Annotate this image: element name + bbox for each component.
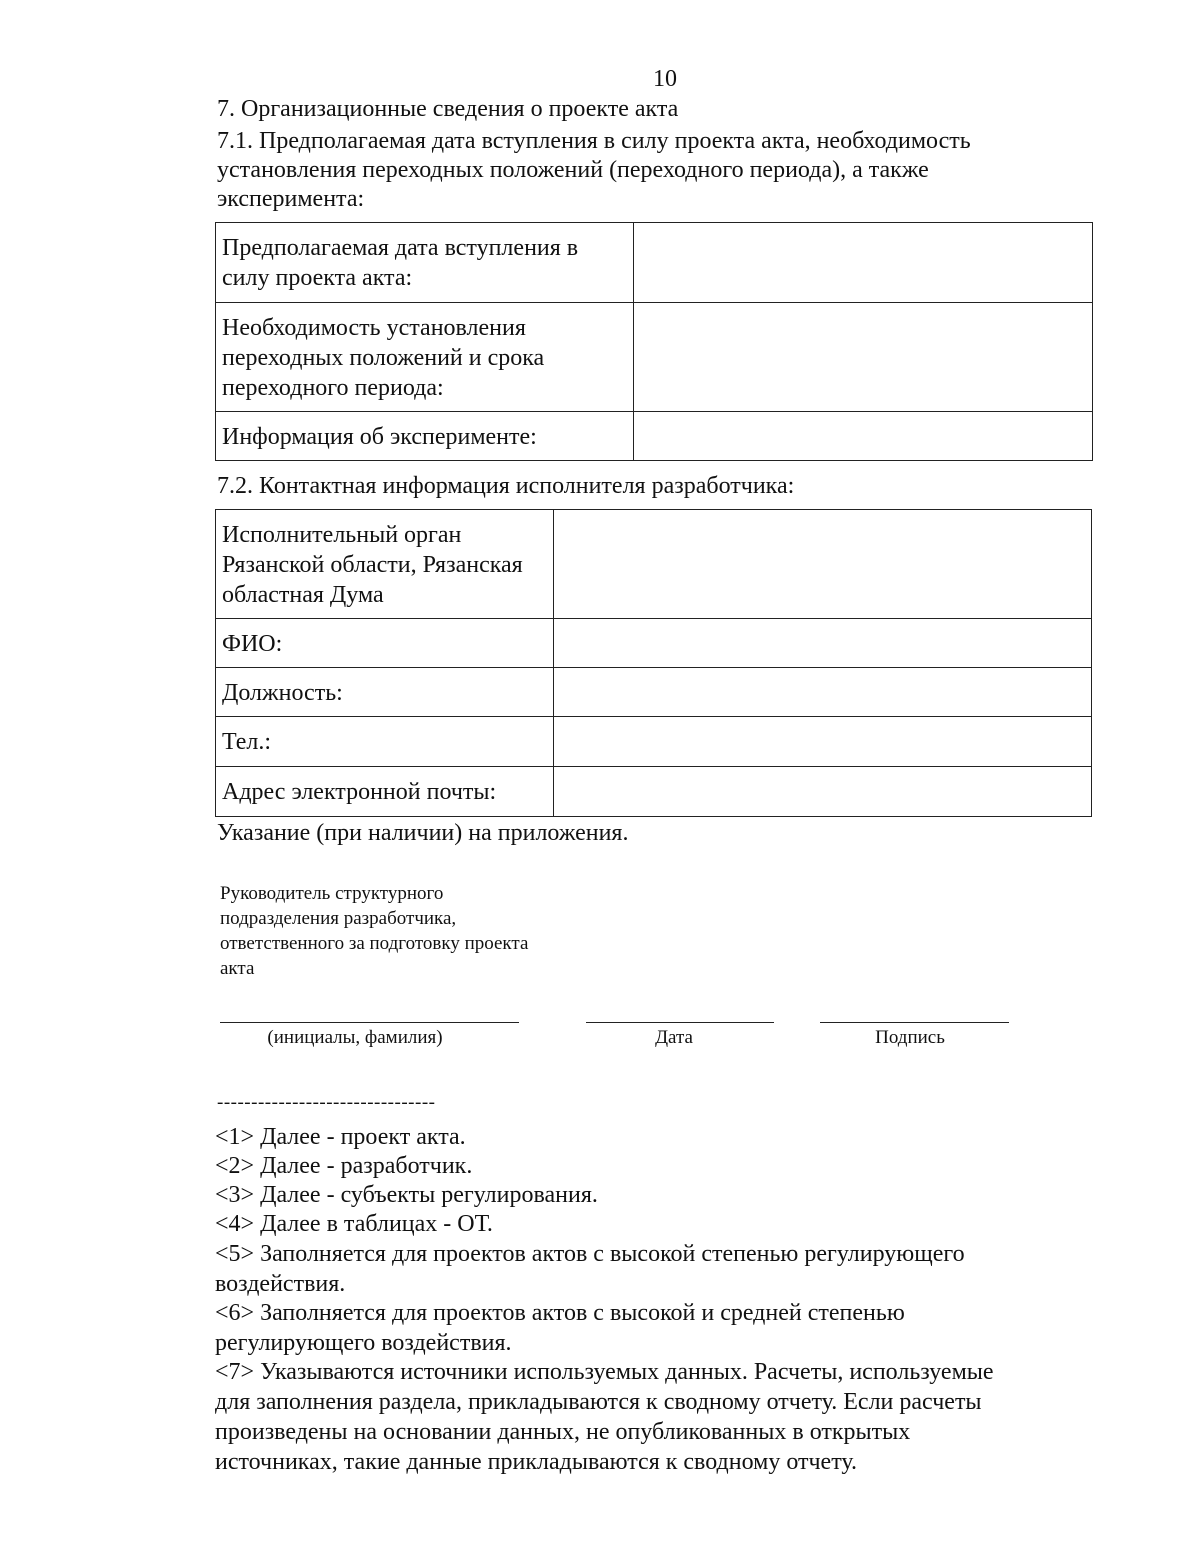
section-7-1-line: эксперимента: — [217, 186, 365, 212]
footnote-line: произведены на основании данных, не опубликованных в открытых — [215, 1419, 911, 1445]
row-value-cell[interactable] — [554, 510, 1092, 619]
date-signature-line — [586, 1022, 774, 1023]
name-signature-line — [220, 1022, 519, 1023]
row-label — [216, 767, 554, 817]
row-label — [216, 303, 634, 412]
footnote-line: воздействия. — [215, 1271, 346, 1297]
row-label-line: силу проекта акта: — [222, 265, 413, 291]
row-value-cell[interactable] — [554, 619, 1092, 668]
section-7-1-line: 7.1. Предполагаемая дата вступления в силу проекта акта, необходимость — [217, 128, 971, 154]
signature-title-line: акта — [220, 958, 255, 979]
footnote-item — [215, 1180, 1090, 1210]
page-number: 10 — [653, 66, 677, 92]
signature-title — [220, 881, 528, 981]
footnote-item — [215, 1122, 1090, 1152]
signature-title-line: ответственного за подготовку проекта — [220, 933, 529, 954]
row-label-line: Исполнительный орган — [222, 522, 462, 548]
row-value-cell[interactable] — [634, 223, 1093, 303]
row-label-line: Тел.: — [222, 729, 272, 755]
row-label-line: Должность: — [222, 680, 343, 706]
table-row — [216, 668, 1092, 717]
row-value-cell[interactable] — [634, 412, 1093, 461]
footnote-line: регулирующего воздействия. — [215, 1330, 512, 1356]
row-value-cell[interactable] — [554, 767, 1092, 817]
row-label-line: Рязанской области, Рязанская — [222, 552, 523, 578]
section-7-2-heading: 7.2. Контактная информация исполнителя разработчика: — [217, 473, 795, 499]
row-label — [216, 510, 554, 619]
row-value-cell[interactable] — [634, 303, 1093, 412]
signature-title-line: Руководитель структурного — [220, 883, 444, 904]
row-label-line: переходного периода: — [222, 375, 444, 401]
table-row — [216, 412, 1093, 461]
footnote-line: <7> Указываются источники используемых данных. Расчеты, используемые — [215, 1359, 994, 1385]
table-row — [216, 303, 1093, 412]
name-label: (инициалы, фамилия) — [267, 1027, 443, 1048]
row-value-cell[interactable] — [554, 668, 1092, 717]
footnote-separator: -------------------------------- — [217, 1092, 436, 1113]
footnote-line: <5> Заполняется для проектов актов с высокой степенью регулирующего — [215, 1241, 965, 1267]
footnote-line: <6> Заполняется для проектов актов с высокой и средней степенью — [215, 1300, 905, 1326]
footnote-line: для заполнения раздела, прикладываются к сводному отчету. Если расчеты — [215, 1389, 982, 1415]
row-label-line: переходных положений и срока — [222, 345, 545, 371]
row-label-line: Предполагаемая дата вступления в — [222, 235, 579, 261]
row-label-line: Информация об эксперименте: — [222, 424, 537, 450]
section-heading: 7. Организационные сведения о проекте акта — [217, 96, 679, 122]
table-row — [216, 619, 1092, 668]
footnote-item — [215, 1298, 1090, 1358]
transition-table — [215, 222, 1093, 461]
footnote-item — [215, 1239, 1090, 1299]
table-row — [216, 717, 1092, 767]
row-label-line: Адрес электронной почты: — [222, 779, 497, 805]
footnote-line: <1> Далее - проект акта. — [215, 1124, 466, 1150]
footnote-item — [215, 1151, 1090, 1181]
section-7-1-line: установления переходных положений (переходного периода), а также — [217, 157, 929, 183]
footnote-item — [215, 1357, 1090, 1477]
footnote-line: <3> Далее - субъекты регулирования. — [215, 1182, 598, 1208]
footnote-line: <4> Далее в таблицах - ОТ. — [215, 1211, 493, 1237]
row-label-line: областная Дума — [222, 582, 384, 608]
row-label — [216, 223, 634, 303]
row-label — [216, 619, 554, 668]
table-row — [216, 223, 1093, 303]
attachments-note: Указание (при наличии) на приложения. — [217, 820, 629, 846]
sign-signature-line — [820, 1022, 1009, 1023]
table-row — [216, 510, 1092, 619]
footnote-line: <2> Далее - разработчик. — [215, 1153, 473, 1179]
sign-label: Подпись — [875, 1027, 945, 1048]
row-label — [216, 668, 554, 717]
row-label-line: Необходимость установления — [222, 315, 526, 341]
row-label-line: ФИО: — [222, 631, 283, 657]
footnote-item — [215, 1209, 1090, 1239]
footnote-line: источниках, такие данные прикладываются к сводному отчету. — [215, 1449, 857, 1475]
row-value-cell[interactable] — [554, 717, 1092, 767]
row-label — [216, 412, 634, 461]
table-row — [216, 767, 1092, 817]
signature-title-line: подразделения разработчика, — [220, 908, 457, 929]
row-label — [216, 717, 554, 767]
contact-table — [215, 509, 1092, 817]
date-label: Дата — [655, 1027, 693, 1048]
